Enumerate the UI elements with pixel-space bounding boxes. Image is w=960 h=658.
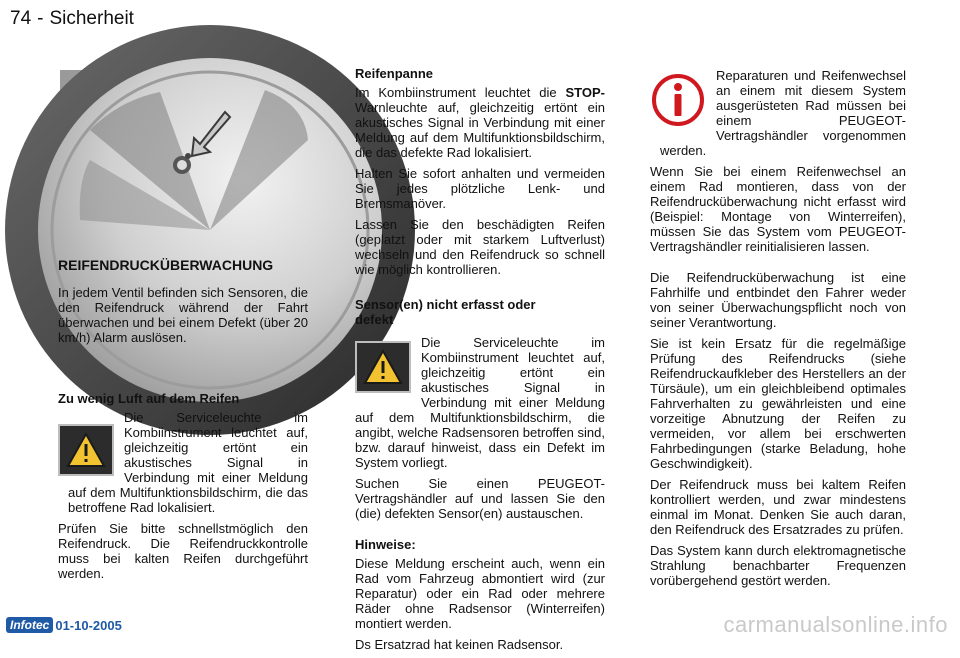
right-paragraph-5: Das System kann durch elektromagnetische Strahlung benachbarter Frequenzen vorübergehend gestört werden.: [650, 543, 906, 588]
low-pressure-text: Die Serviceleuchte im Kombiinstrument leuchtet auf, gleichzeitig ertönt ein akustisches Signal in Verbindung mit einer Meldung auf dem Multifunktionsbildschirm, die das betroffene Rad lokalisiert.: [68, 410, 308, 515]
spacer: [355, 527, 605, 537]
sensor-text: Die Serviceleuchte im Kombiinstrument leuchtet auf, gleichzeitig ertönt ein akustisches Signal in Verbindung mit einer Meldung auf dem Multifunktionsbildschirm, die angibt, welche Radsensoren betroffen sind, bzw. darauf hinweist, dass ein Defekt im System vorliegt.: [355, 335, 605, 470]
puncture-text-pre: Im Kombiinstrument leuchtet die: [355, 85, 566, 100]
spacer: [355, 283, 605, 297]
check-pressure-paragraph: Prüfen Sie bitte schnellstmöglich den Reifendruck. Die Reifendruckkontrolle muss bei kalten Reifen durchgeführt werden.: [58, 521, 308, 581]
spacer: [58, 351, 308, 391]
subheading-sensor: Sensor(en) nicht erfasst oder defekt: [355, 297, 536, 327]
section-title: Sicherheit: [49, 8, 134, 29]
page-number: 74: [10, 8, 32, 29]
puncture-paragraph-1: [355, 85, 605, 160]
subheading-notes: Hinweise:: [355, 537, 416, 552]
column-middle: [355, 66, 605, 658]
warning-triangle-icon: [355, 341, 411, 393]
spacer: [650, 260, 906, 270]
header-separator: -: [37, 8, 44, 29]
puncture-paragraph-3: Lassen Sie den beschädigten Reifen (geplatzt oder mit starkem Luftverlust) wechseln und den Reifendruck so schnell wie möglich kontrollieren.: [355, 217, 605, 277]
warning-triangle-icon: [58, 424, 114, 476]
footer-date: 01-10-2005: [55, 617, 122, 633]
stop-label: STOP-: [565, 85, 605, 100]
page-header: [10, 8, 140, 30]
column-left: [58, 258, 308, 587]
column-right: [650, 68, 906, 594]
right-paragraph-3: Sie ist kein Ersatz für die regelmäßige Prüfung des Reifendrucks (siehe Reifendruckaufkleber des Herstellers an der Türsäule), um ein gleichbleibend optimales Fahrverhalten zu gewährleisten und eine vorzeitige Abnutzung der Reifen zu vermeiden, vor allem bei erschwerten Fahrbedingungen (starke Beladung, hohe Geschwindigkeit).: [650, 336, 906, 471]
infotec-badge: Infotec: [6, 617, 53, 633]
section-heading: REIFENDRUCKÜBERWACHUNG: [58, 257, 274, 273]
notes-paragraph-2: Ds Ersatzrad hat keinen Radsensor.: [355, 637, 564, 652]
puncture-text-post: Warnleuchte auf, gleichzeitig ertönt ein akustisches Signal in Verbindung mit einer Meldung auf dem Multifunktionsbildschirm, die das defekte Rad lokalisiert.: [355, 100, 605, 160]
right-paragraph-1: Wenn Sie bei einem Reifenwechsel an einem Rad montieren, dass von der Reifendrucküberwachung nicht erfasst wird (Beispiel: Montage von Winterreifen), müssen Sie das System vom PEUGEOT-Vertragshändler reinitialisieren lassen.: [650, 164, 906, 254]
subheading-low-pressure: Zu wenig Luft auf dem Reifen: [58, 391, 240, 406]
notes-paragraph-1: Diese Meldung erscheint auch, wenn ein Rad vom Fahrzeug abmontiert wird (zur Reparatur) oder ein Rad oder mehrere Räder ohne Radsensor (Winterreifen) montiert werden.: [355, 556, 605, 631]
watermark: carmanualsonline.info: [723, 612, 948, 637]
info-note: Reparaturen und Reifenwechsel an einem mit diesem System ausgerüsteten Rad müssen bei einem PEUGEOT-Vertragshändler vorgenommen werden.: [660, 68, 906, 158]
sensor-paragraph-2: Suchen Sie einen PEUGEOT-Vertragshändler auf und lassen Sie den (die) defekten Sensor(en) austauschen.: [355, 476, 605, 521]
sensor-block: [355, 335, 605, 470]
low-pressure-block: [58, 410, 308, 515]
right-paragraph-4: Der Reifendruck muss bei kaltem Reifen kontrolliert werden, und zwar mindestens einmal im Monat. Denken Sie auch daran, den Reifendruck des Ersatzrades zu prüfen.: [650, 477, 906, 537]
wheel-valve-illustration: [60, 70, 308, 248]
info-icon: [650, 72, 706, 128]
right-paragraph-2: Die Reifendrucküberwachung ist eine Fahrhilfe und entbindet den Fahrer weder von seiner Überwachungspflicht noch von seiner Verantwortung.: [650, 270, 906, 330]
wheel-valve-photo: [60, 70, 308, 248]
puncture-paragraph-2: Halten Sie sofort anhalten und vermeiden Sie jedes plötzliche Lenk- und Bremsmanöver.: [355, 166, 605, 211]
intro-paragraph: In jedem Ventil befinden sich Sensoren, die den Reifendruck während der Fahrt überwachen und bei einem Defekt (über 20 km/h) Alarm auslösen.: [58, 285, 308, 345]
footer: [6, 617, 122, 633]
subheading-puncture: Reifenpanne: [355, 66, 434, 81]
